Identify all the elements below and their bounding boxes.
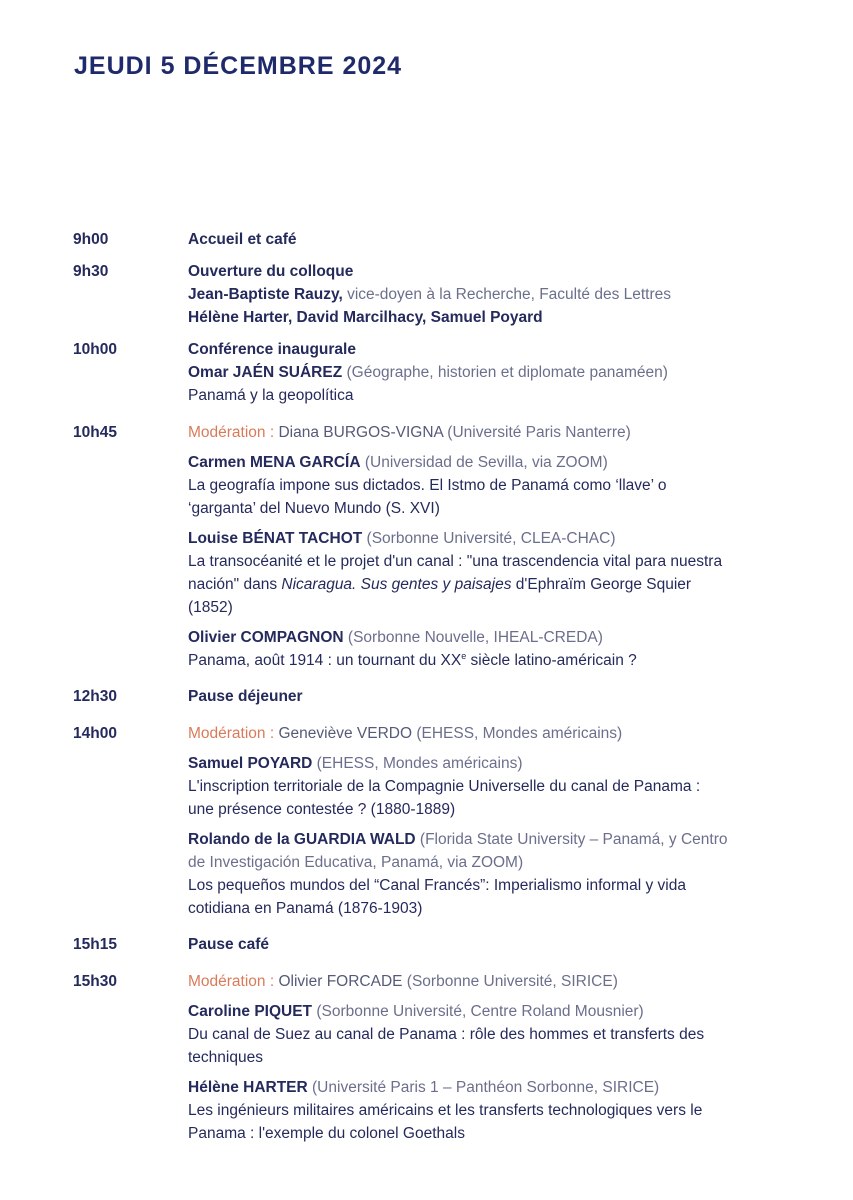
talk [188, 451, 788, 520]
speaker-affiliation: (EHESS, Mondes américains) [312, 755, 523, 772]
page-title: JEUDI 5 DÉCEMBRE 2024 [74, 52, 403, 80]
moderator-name: Olivier FORCADE [274, 973, 403, 990]
talk [188, 1000, 788, 1069]
moderator-affiliation: (EHESS, Mondes américains) [412, 725, 623, 742]
moderator-name: Geneviève VERDO [274, 725, 413, 742]
speaker-affiliation: (Florida State University – Panamá, y Centro [415, 831, 728, 848]
slot-time: 10h00 [73, 341, 117, 358]
talk-title-line: Panama, août 1914 : un tournant du XXe siècle latino-américain ? [188, 650, 637, 669]
talk [188, 828, 788, 920]
speaker-name: Carmen MENA GARCÍA [188, 454, 361, 471]
slot-time: 14h00 [73, 725, 117, 742]
speaker-affiliation: de Investigación Educativa, Panamá, via ZOOM) [188, 854, 524, 871]
moderation [188, 970, 788, 993]
slot-12h30 [0, 685, 853, 708]
speaker-name: Olivier COMPAGNON [188, 629, 344, 646]
moderation-label: Modération : [188, 424, 275, 441]
talk-title-line: techniques [188, 1049, 263, 1066]
slot-14h00 [0, 722, 853, 920]
talk-title-line: L'inscription territoriale de la Compagnie Universelle du canal de Panama : [188, 778, 701, 795]
speaker-name: Hélène HARTER [188, 1079, 308, 1096]
talk-title-line: ‘garganta’ del Nuevo Mundo (S. XVI) [188, 500, 440, 517]
talk [188, 527, 788, 619]
slot-time: 10h45 [73, 424, 117, 441]
talk [188, 1076, 788, 1145]
speaker-affiliation: (Géographe, historien et diplomate panaméen) [342, 364, 668, 381]
speaker-names: Hélène Harter, David Marcilhacy, Samuel Poyard [188, 309, 543, 326]
slot-label: Accueil et café [188, 231, 297, 248]
talk [188, 752, 788, 821]
speaker-name: Omar JAÉN SUÁREZ [188, 364, 343, 381]
talk-title-line: nación" dans Nicaragua. Sus gentes y paisajes d'Ephraïm George Squier [188, 576, 692, 593]
speaker-affiliation: (Sorbonne Université, Centre Roland Mousnier) [312, 1003, 644, 1020]
speaker-affiliation: (Université Paris 1 – Panthéon Sorbonne, SIRICE) [307, 1079, 660, 1096]
slot-15h15 [0, 933, 853, 956]
speaker-name: Louise BÉNAT TACHOT [188, 530, 363, 547]
slot-label: Pause déjeuner [188, 688, 303, 705]
slot-label: Ouverture du colloque [188, 263, 354, 280]
talk-title-line: une présence contestée ? (1880-1889) [188, 801, 456, 818]
slot-time: 12h30 [73, 688, 117, 705]
moderation [188, 722, 788, 745]
speaker-affiliation: (Universidad de Sevilla, via ZOOM) [360, 454, 608, 471]
talk-title: Panamá y la geopolítica [188, 387, 354, 404]
talk-title-line: Les ingénieurs militaires américains et les transferts technologiques vers le [188, 1102, 703, 1119]
speaker-name: Rolando de la GUARDIA WALD [188, 831, 416, 848]
slot-15h30 [0, 970, 853, 1145]
speaker-name: Samuel POYARD [188, 755, 313, 772]
talk-title-line: Du canal de Suez au canal de Panama : rôle des hommes et transferts des [188, 1026, 705, 1043]
talk-title-line: cotidiana en Panamá (1876-1903) [188, 900, 423, 917]
slot-10h00 [0, 338, 853, 407]
moderator-affiliation: (Université Paris Nanterre) [443, 424, 631, 441]
speaker-affiliation: (Sorbonne Université, CLEA-CHAC) [362, 530, 616, 547]
speaker-name: Caroline PIQUET [188, 1003, 313, 1020]
speaker-role: vice-doyen à la Recherche, Faculté des Lettres [342, 286, 672, 303]
speaker-affiliation: (Sorbonne Nouvelle, IHEAL-CREDA) [343, 629, 603, 646]
talk [188, 626, 788, 672]
moderation-label: Modération : [188, 973, 275, 990]
moderator-affiliation: (Sorbonne Université, SIRICE) [402, 973, 618, 990]
schedule [0, 228, 853, 1154]
slot-time: 15h15 [73, 936, 117, 953]
slot-time: 15h30 [73, 973, 117, 990]
speaker-name: Jean-Baptiste Rauzy, [188, 286, 343, 303]
slot-9h30 [0, 260, 853, 329]
talk-title-line: La geografía impone sus dictados. El Istmo de Panamá como ‘llave’ o [188, 477, 667, 494]
talk-title-line: Panama : l'exemple du colonel Goethals [188, 1125, 465, 1142]
slot-time: 9h00 [73, 231, 109, 248]
slot-10h45 [0, 421, 853, 672]
talk-title-line: (1852) [188, 599, 233, 616]
slot-time: 9h30 [73, 263, 109, 280]
slot-9h00 [0, 228, 853, 251]
slot-label: Conférence inaugurale [188, 341, 356, 358]
moderation [188, 421, 788, 444]
talk-title-line: Los pequeños mundos del “Canal Francés”: Imperialismo informal y vida [188, 877, 686, 894]
talk-title-line: La transocéanité et le projet d'un canal : "una trascendencia vital para nuestra [188, 553, 723, 570]
moderation-label: Modération : [188, 725, 275, 742]
moderator-name: Diana BURGOS-VIGNA [274, 424, 443, 441]
slot-label: Pause café [188, 936, 269, 953]
